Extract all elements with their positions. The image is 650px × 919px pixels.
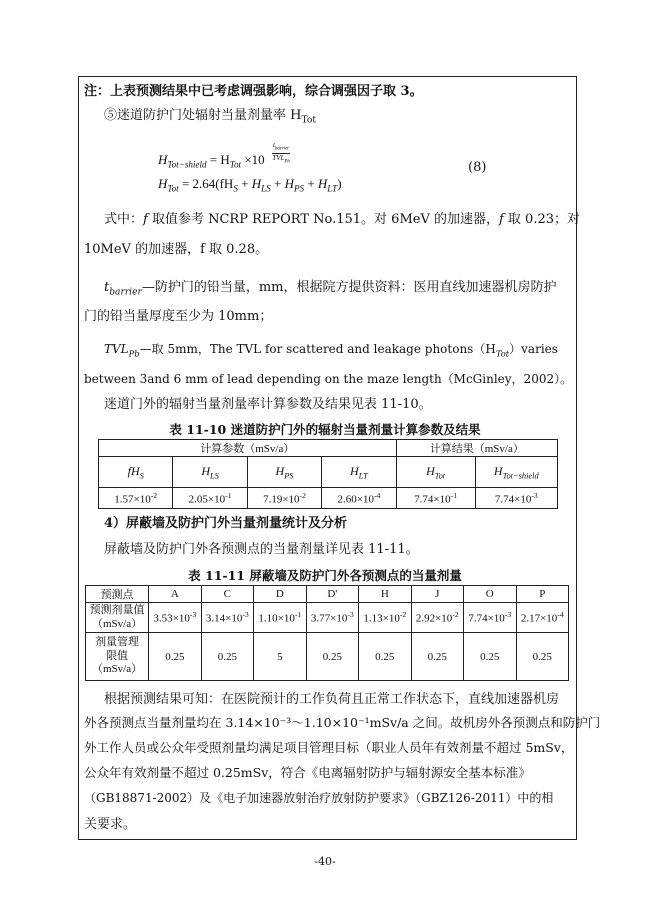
table2-row1-value: $3.14\times 10^{-3}$ (201, 603, 253, 633)
table1-symbol: $H_{Tot-shield}$ (475, 457, 557, 488)
section-5-title: ⑤迷道防护门处辐射当量剂量率 $H_{Tot}$ (104, 108, 316, 126)
table2-row2-value: 0.25 (516, 633, 568, 681)
table1-value: $7.74\times 10^{-1}$ (396, 488, 475, 509)
table1-symbol: $H_{LS}$ (173, 457, 247, 488)
conclusion-line-1: 根据预测结果可知：在医院预计的工作负荷且正常工作状态下，直线加速器机房 (104, 692, 560, 707)
table-11-10 (98, 439, 558, 509)
table2-row1-value: $3.77\times 10^{-3}$ (306, 603, 358, 633)
para-tvl-2: between 3and 6 mm of lead depending on the maze length（McGinley，2002）。 (84, 372, 573, 386)
conclusion-line-4: 公众年有效剂量不超过 0.25mSv，符合《电离辐射防护与辐射源安全基本标准》 (84, 765, 531, 780)
table1-symbol: $H_{Tot}$ (396, 457, 475, 488)
table2-row2-value: 5 (254, 633, 306, 681)
para-maze: 迷道门外的辐射当量剂量率计算参数及结果见表 11-10。 (104, 397, 432, 412)
table2-row1-value: $3.53\times 10^{-3}$ (149, 603, 201, 633)
formula-exponent: $t_{barrier}$ $TVL_{Pb}$ (272, 141, 290, 165)
formula-line-2: $H_{Tot} = 2.64(fH_S + H_{LS} + H_{PS} + H_{LT})$ (158, 176, 342, 194)
note: 注：上表预测结果中已考虑调强影响，综合调强因子取 3。 (84, 84, 423, 99)
page-number: -40- (314, 855, 336, 868)
table-11-10-caption: 表 11-10 迷道防护门外的辐射当量剂量计算参数及结果 (169, 422, 481, 437)
table1-value: $7.19\times 10^{-2}$ (247, 488, 321, 509)
table2-point: J (411, 586, 463, 603)
table2-row2-value: 0.25 (306, 633, 358, 681)
table1-value: $7.74\times 10^{-3}$ (475, 488, 557, 509)
table2-row2-value: 0.25 (201, 633, 253, 681)
table-11-11 (85, 585, 569, 681)
conclusion-line-3: 外工作人员或公众年受照剂量均满足项目管理目标（职业人员年有效剂量不超过 5mSv， (84, 740, 574, 755)
table1-group-results: 计算结果（mSv/a） (396, 440, 557, 457)
formula-line-1: $H_{Tot-shield} = H_{Tot} \times 10$ (158, 152, 265, 170)
table2-row2-label: 剂量管理限值（mSv/a） (86, 633, 149, 681)
para-tvl: $TVL_{Pb}—$取 5mm，The TVL for scattered and leakage $photons(H_{Tot})varies$ (104, 342, 558, 359)
table1-symbol: $fH_S$ (99, 457, 173, 488)
table2-row1-value: $7.74\times 10^{-3}$ (464, 603, 516, 633)
para-f: 式中：f 取值参考 NCRP REPORT No.151。对 6MeV 的加速器，f 取 0.23；对 (104, 212, 581, 227)
table1-value: $1.57\times 10^{-2}$ (99, 488, 173, 509)
table2-header-label: 预测点 (86, 586, 149, 603)
table1-value: $2.05\times 10^{-1}$ (173, 488, 247, 509)
table2-row2-value: 0.25 (411, 633, 463, 681)
table1-symbol: $H_{PS}$ (247, 457, 321, 488)
table1-value: $2.60\times 10^{-4}$ (322, 488, 396, 509)
conclusion-line-5: （GB18871-2002）及《电子加速器放射治疗放射防护要求》（GBZ126-2011）中的相 (84, 791, 554, 805)
para-t-barrier: $t_{barrier}—$防护门的铅当量，mm，根据院方提供资料：医用直线加速器机房防护 (104, 280, 557, 298)
table2-point: A (149, 586, 201, 603)
table2-row2-value: 0.25 (464, 633, 516, 681)
para-t-barrier-2: 门的铅当量厚度至少为 10mm； (84, 309, 273, 324)
table2-point: C (201, 586, 253, 603)
table2-row1-value: $1.13\times 10^{-2}$ (359, 603, 411, 633)
table2-row1-value: $1.10\times 10^{-1}$ (254, 603, 306, 633)
table2-point: H (359, 586, 411, 603)
table1-symbol: $H_{LT}$ (322, 457, 396, 488)
table2-row2-value: 0.25 (149, 633, 201, 681)
table2-row1-value: $2.92\times 10^{-2}$ (411, 603, 463, 633)
conclusion-line-2: 外各预测点当量剂量均在 3.14×10⁻³～1.10×10⁻¹mSv/a 之间。故机房外各预测点和防护门 (84, 715, 601, 730)
para-f-2: 10MeV 的加速器，f 取 0.28。 (84, 242, 269, 257)
table-11-11-caption: 表 11-11 屏蔽墙及防护门外各预测点的当量剂量 (188, 568, 462, 583)
table2-point: P (516, 586, 568, 603)
table2-row1-label: 预测剂量值（mSv/a） (86, 603, 149, 633)
para-shield: 屏蔽墙及防护门外各预测点的当量剂量详见表 11-11。 (104, 542, 419, 557)
equation-number: (8) (468, 160, 487, 175)
table2-point: O (464, 586, 516, 603)
table2-point: D' (306, 586, 358, 603)
table2-point: D (254, 586, 306, 603)
conclusion-line-6: 关要求。 (84, 817, 137, 832)
table2-row2-value: 0.25 (359, 633, 411, 681)
table1-group-params: 计算参数（mSv/a） (99, 440, 397, 457)
table2-row1-value: $2.17\times 10^{-4}$ (516, 603, 568, 633)
section-4-title: 4）屏蔽墙及防护门外当量剂量统计及分析 (104, 516, 348, 531)
